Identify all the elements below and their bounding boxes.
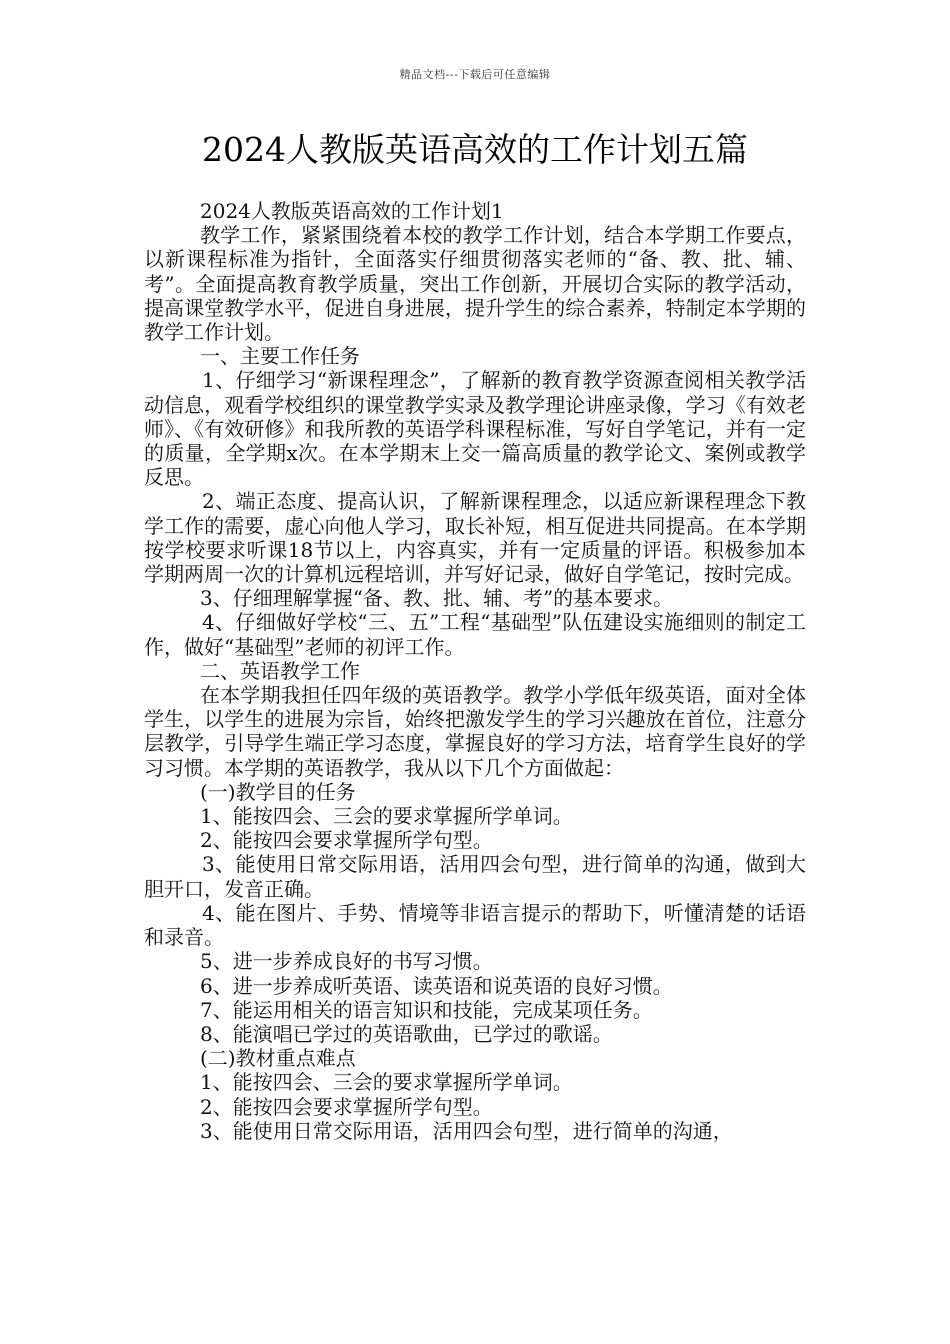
document-body [144, 199, 806, 1143]
key-item-2: 2、能按四会要求掌握所学句型。 [200, 1094, 493, 1119]
subsection-heading-1: (一)教学目的任务 [200, 779, 356, 804]
paragraph-subtitle: 2024人教版英语高效的工作计划1 [200, 199, 504, 223]
key-item-3: 3、能使用日常交际用语，活用四会句型，进行简单的沟通， [200, 1118, 733, 1143]
task-item-3: 3、仔细理解掌握“备、教、批、辅、考”的基本要求。 [200, 586, 674, 611]
task-item-2: 2、端正态度、提高认识，了解新课程理念，以适应新课程理念下教学工作的需要，虚心向他人学习，取长补短，相互促进共同提高。在本学期按学校要求听课18节以上，内容真实，并有一定质量的评语。积极参加本学期两周一次的计算机远程培训，并写好记录，做好自学笔记，按时完成。 [144, 489, 806, 587]
goal-item-3: 3、能使用日常交际用语，活用四会句型，进行简单的沟通，做到大胆开口，发音正确。 [144, 852, 806, 901]
paragraph-teaching: 在本学期我担任四年级的英语教学。教学小学低年级英语，面对全体学生，以学生的进展为宗旨，始终把激发学生的学习兴趣放在首位，注意分层教学，引导学生端正学习态度，掌握良好的学习方法，培育学生良好的学习习惯。本学期的英语教学，我从以下几个方面做起： [144, 683, 806, 780]
goal-item-7: 7、能运用相关的语言知识和技能，完成某项任务。 [200, 997, 653, 1022]
paragraph-intro: 教学工作，紧紧围绕着本校的教学工作计划，结合本学期工作要点，以新课程标准为指针，全面落实仔细贯彻落实老师的“备、教、批、辅、考”。全面提高教育教学质量，突出工作创新，开展切合实际的教学活动，提高课堂教学水平，促进自身进展，提升学生的综合素养，特制定本学期的教学工作计划。 [144, 223, 806, 345]
header-note: 精品文档---下载后可任意编辑 [399, 68, 551, 81]
goal-item-4: 4、能在图片、手势、情境等非语言提示的帮助下，听懂清楚的话语和录音。 [144, 900, 806, 950]
goal-item-1: 1、能按四会、三会的要求掌握所学单词。 [200, 804, 573, 829]
goal-item-8: 8、能演唱已学过的英语歌曲，已学过的歌谣。 [200, 1021, 613, 1046]
section-heading-2: 二、英语教学工作 [200, 658, 360, 683]
goal-item-2: 2、能按四会要求掌握所学句型。 [200, 828, 493, 853]
document-title: 2024人教版英语高效的工作计划五篇 [202, 130, 748, 169]
task-item-1: 1、仔细学习“新课程理念”，了解新的教育教学资源查阅相关教学活动信息，观看学校组织的课堂教学实录及教学理论讲座录像，学习《有效老师》、《有效研修》和我所教的英语学科课程标准，写好自学笔记，并有一定的质量，全学期x次。在本学期末上交一篇高质量的教学论文、案例或教学反思。 [144, 368, 806, 490]
goal-item-6: 6、进一步养成听英语、读英语和说英语的良好习惯。 [200, 973, 673, 998]
goal-item-5: 5、进一步养成良好的书写习惯。 [200, 949, 493, 974]
key-item-1: 1、能按四会、三会的要求掌握所学单词。 [200, 1070, 573, 1095]
task-item-4: 4、仔细做好学校“三、五”工程“基础型”队伍建设实施细则的制定工作，做好“基础型”老师的初评工作。 [144, 610, 806, 659]
section-heading-1: 一、主要工作任务 [200, 344, 360, 369]
subsection-heading-2: (二)教材重点难点 [200, 1046, 356, 1071]
